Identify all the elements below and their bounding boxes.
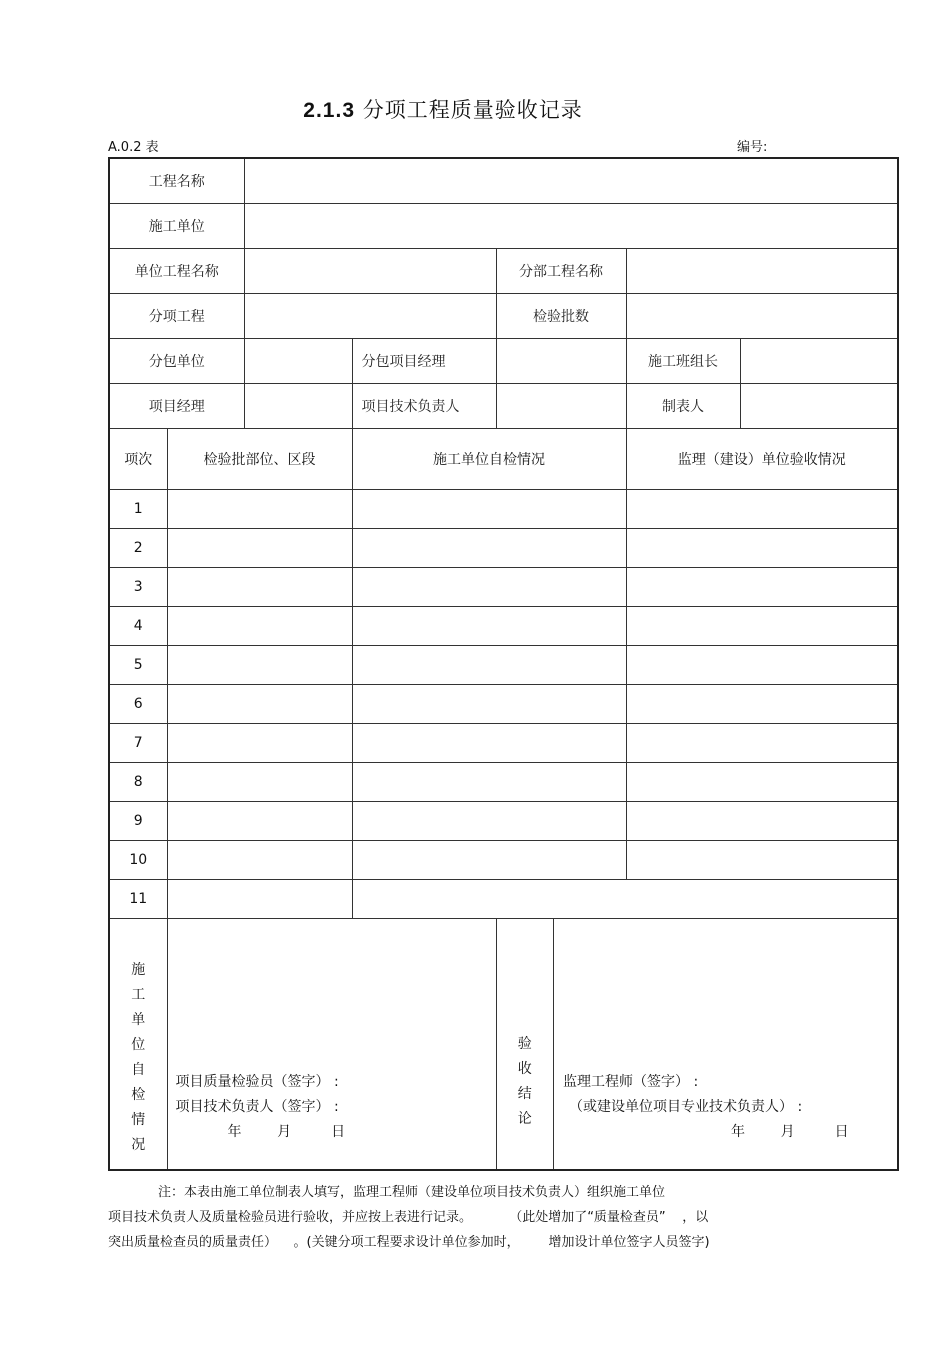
supervision-cell[interactable]: [626, 568, 898, 607]
tabulator-label: 制表人: [626, 384, 740, 429]
row-number: 9: [109, 802, 167, 841]
pm-label: 项目经理: [109, 384, 244, 429]
supervision-cell[interactable]: [626, 685, 898, 724]
subcontractor-field[interactable]: [244, 339, 352, 384]
tech-lead-sign-line: 项目技术负责人（签字） :: [175, 1099, 339, 1115]
supervision-header: 监理（建设）单位验收情况: [626, 429, 898, 490]
unit-project-name-field[interactable]: [244, 249, 496, 294]
subcontractor-label: 分包单位: [109, 339, 244, 384]
row-number: 8: [109, 763, 167, 802]
row-number: 7: [109, 724, 167, 763]
supervision-cell[interactable]: [626, 763, 898, 802]
location-cell[interactable]: [167, 529, 352, 568]
note-line-2: 项目技术负责人及质量检验员进行验收，并应按上表进行记录。 （此处增加了“质量检查员” ，以: [108, 1210, 709, 1225]
self-check-cell[interactable]: [352, 490, 626, 529]
row-number: 5: [109, 646, 167, 685]
self-check-cell[interactable]: [352, 763, 626, 802]
location-cell[interactable]: [167, 607, 352, 646]
date-right: 年 月 日: [731, 1124, 849, 1140]
conclusion-sign-area[interactable]: [554, 919, 898, 1169]
self-check-cell[interactable]: [352, 802, 626, 841]
sub-division-name-field[interactable]: [626, 249, 898, 294]
supervision-cell[interactable]: [626, 724, 898, 763]
table-row: [109, 763, 898, 802]
row-number: 4: [109, 607, 167, 646]
location-cell[interactable]: [167, 685, 352, 724]
sub-division-name-label: 分部工程名称: [496, 249, 626, 294]
engineer-sign-line: 监理工程师（签字） :: [563, 1074, 699, 1090]
supervision-cell[interactable]: [626, 607, 898, 646]
title-text: 分项工程质量验收记录: [362, 98, 583, 122]
inspector-sign-line: 项目质量检验员（签字） :: [175, 1074, 339, 1090]
form-code: A.0.2 表: [108, 140, 159, 155]
self-check-cell[interactable]: [352, 529, 626, 568]
location-cell[interactable]: [167, 724, 352, 763]
row-number: 2: [109, 529, 167, 568]
pm-field[interactable]: [244, 384, 352, 429]
team-leader-field[interactable]: [740, 339, 898, 384]
supervision-cell[interactable]: [626, 529, 898, 568]
project-name-field[interactable]: [244, 158, 898, 204]
batch-count-field[interactable]: [626, 294, 898, 339]
sub-pm-field[interactable]: [496, 339, 626, 384]
table-row: [109, 607, 898, 646]
location-cell[interactable]: [167, 490, 352, 529]
row-number: 11: [109, 880, 167, 919]
merged-cell[interactable]: [352, 880, 898, 919]
note-line-3: 突出质量检查员的质量责任） 。(关键分项工程要求设计单位参加时， 增加设计单位签字人员签字): [108, 1235, 710, 1250]
batch-count-label: 检验批数: [496, 294, 626, 339]
self-check-section-title: 施 工 单 位 自 检 情 况: [109, 919, 167, 1171]
location-cell[interactable]: [167, 802, 352, 841]
table-row: [109, 880, 898, 919]
footnote: [108, 1180, 828, 1255]
self-check-cell[interactable]: [352, 607, 626, 646]
conclusion-section-title: 验 收 结 论: [497, 919, 554, 1169]
table-row: [109, 841, 898, 880]
location-cell[interactable]: [167, 841, 352, 880]
page-title: [0, 94, 886, 124]
location-cell[interactable]: [167, 568, 352, 607]
self-check-cell[interactable]: [352, 841, 626, 880]
tech-lead-label: 项目技术负责人: [352, 384, 496, 429]
title-number: 2.1.3: [303, 99, 356, 122]
location-header: 检验批部位、区段: [167, 429, 352, 490]
self-check-header: 施工单位自检情况: [352, 429, 626, 490]
row-number: 3: [109, 568, 167, 607]
row-number: 6: [109, 685, 167, 724]
supervision-cell[interactable]: [626, 490, 898, 529]
tabulator-field[interactable]: [740, 384, 898, 429]
unit-project-name-label: 单位工程名称: [109, 249, 244, 294]
sub-item-field[interactable]: [244, 294, 496, 339]
inspection-record-table: [108, 157, 899, 1171]
table-row: [109, 724, 898, 763]
self-check-cell[interactable]: [352, 568, 626, 607]
note-line-1: 注：本表由施工单位制表人填写，监理工程师（建设单位项目技术负责人）组织施工单位: [158, 1185, 666, 1200]
table-row: [109, 529, 898, 568]
self-check-cell[interactable]: [352, 646, 626, 685]
supervision-cell[interactable]: [626, 841, 898, 880]
supervision-cell[interactable]: [626, 802, 898, 841]
owner-rep-sign-line: （或建设单位项目专业技术负责人） :: [569, 1099, 803, 1115]
table-row: [109, 568, 898, 607]
construction-unit-field[interactable]: [244, 204, 898, 249]
team-leader-label: 施工班组长: [626, 339, 740, 384]
serial-number-label: 编号:: [737, 140, 768, 155]
sub-item-label: 分项工程: [109, 294, 244, 339]
table-row: [109, 490, 898, 529]
self-check-cell[interactable]: [352, 685, 626, 724]
row-number: 10: [109, 841, 167, 880]
sub-pm-label: 分包项目经理: [352, 339, 496, 384]
date-left: 年 月 日: [227, 1124, 346, 1140]
location-cell[interactable]: [167, 880, 352, 919]
project-name-label: 工程名称: [109, 158, 244, 204]
self-check-cell[interactable]: [352, 724, 626, 763]
location-cell[interactable]: [167, 763, 352, 802]
table-row: [109, 685, 898, 724]
self-check-sign-area[interactable]: [167, 919, 496, 1171]
seq-header: 项次: [109, 429, 167, 490]
row-number: 1: [109, 490, 167, 529]
supervision-cell[interactable]: [626, 646, 898, 685]
tech-lead-field[interactable]: [496, 384, 626, 429]
construction-unit-label: 施工单位: [109, 204, 244, 249]
table-row: [109, 646, 898, 685]
table-row: [109, 802, 898, 841]
location-cell[interactable]: [167, 646, 352, 685]
